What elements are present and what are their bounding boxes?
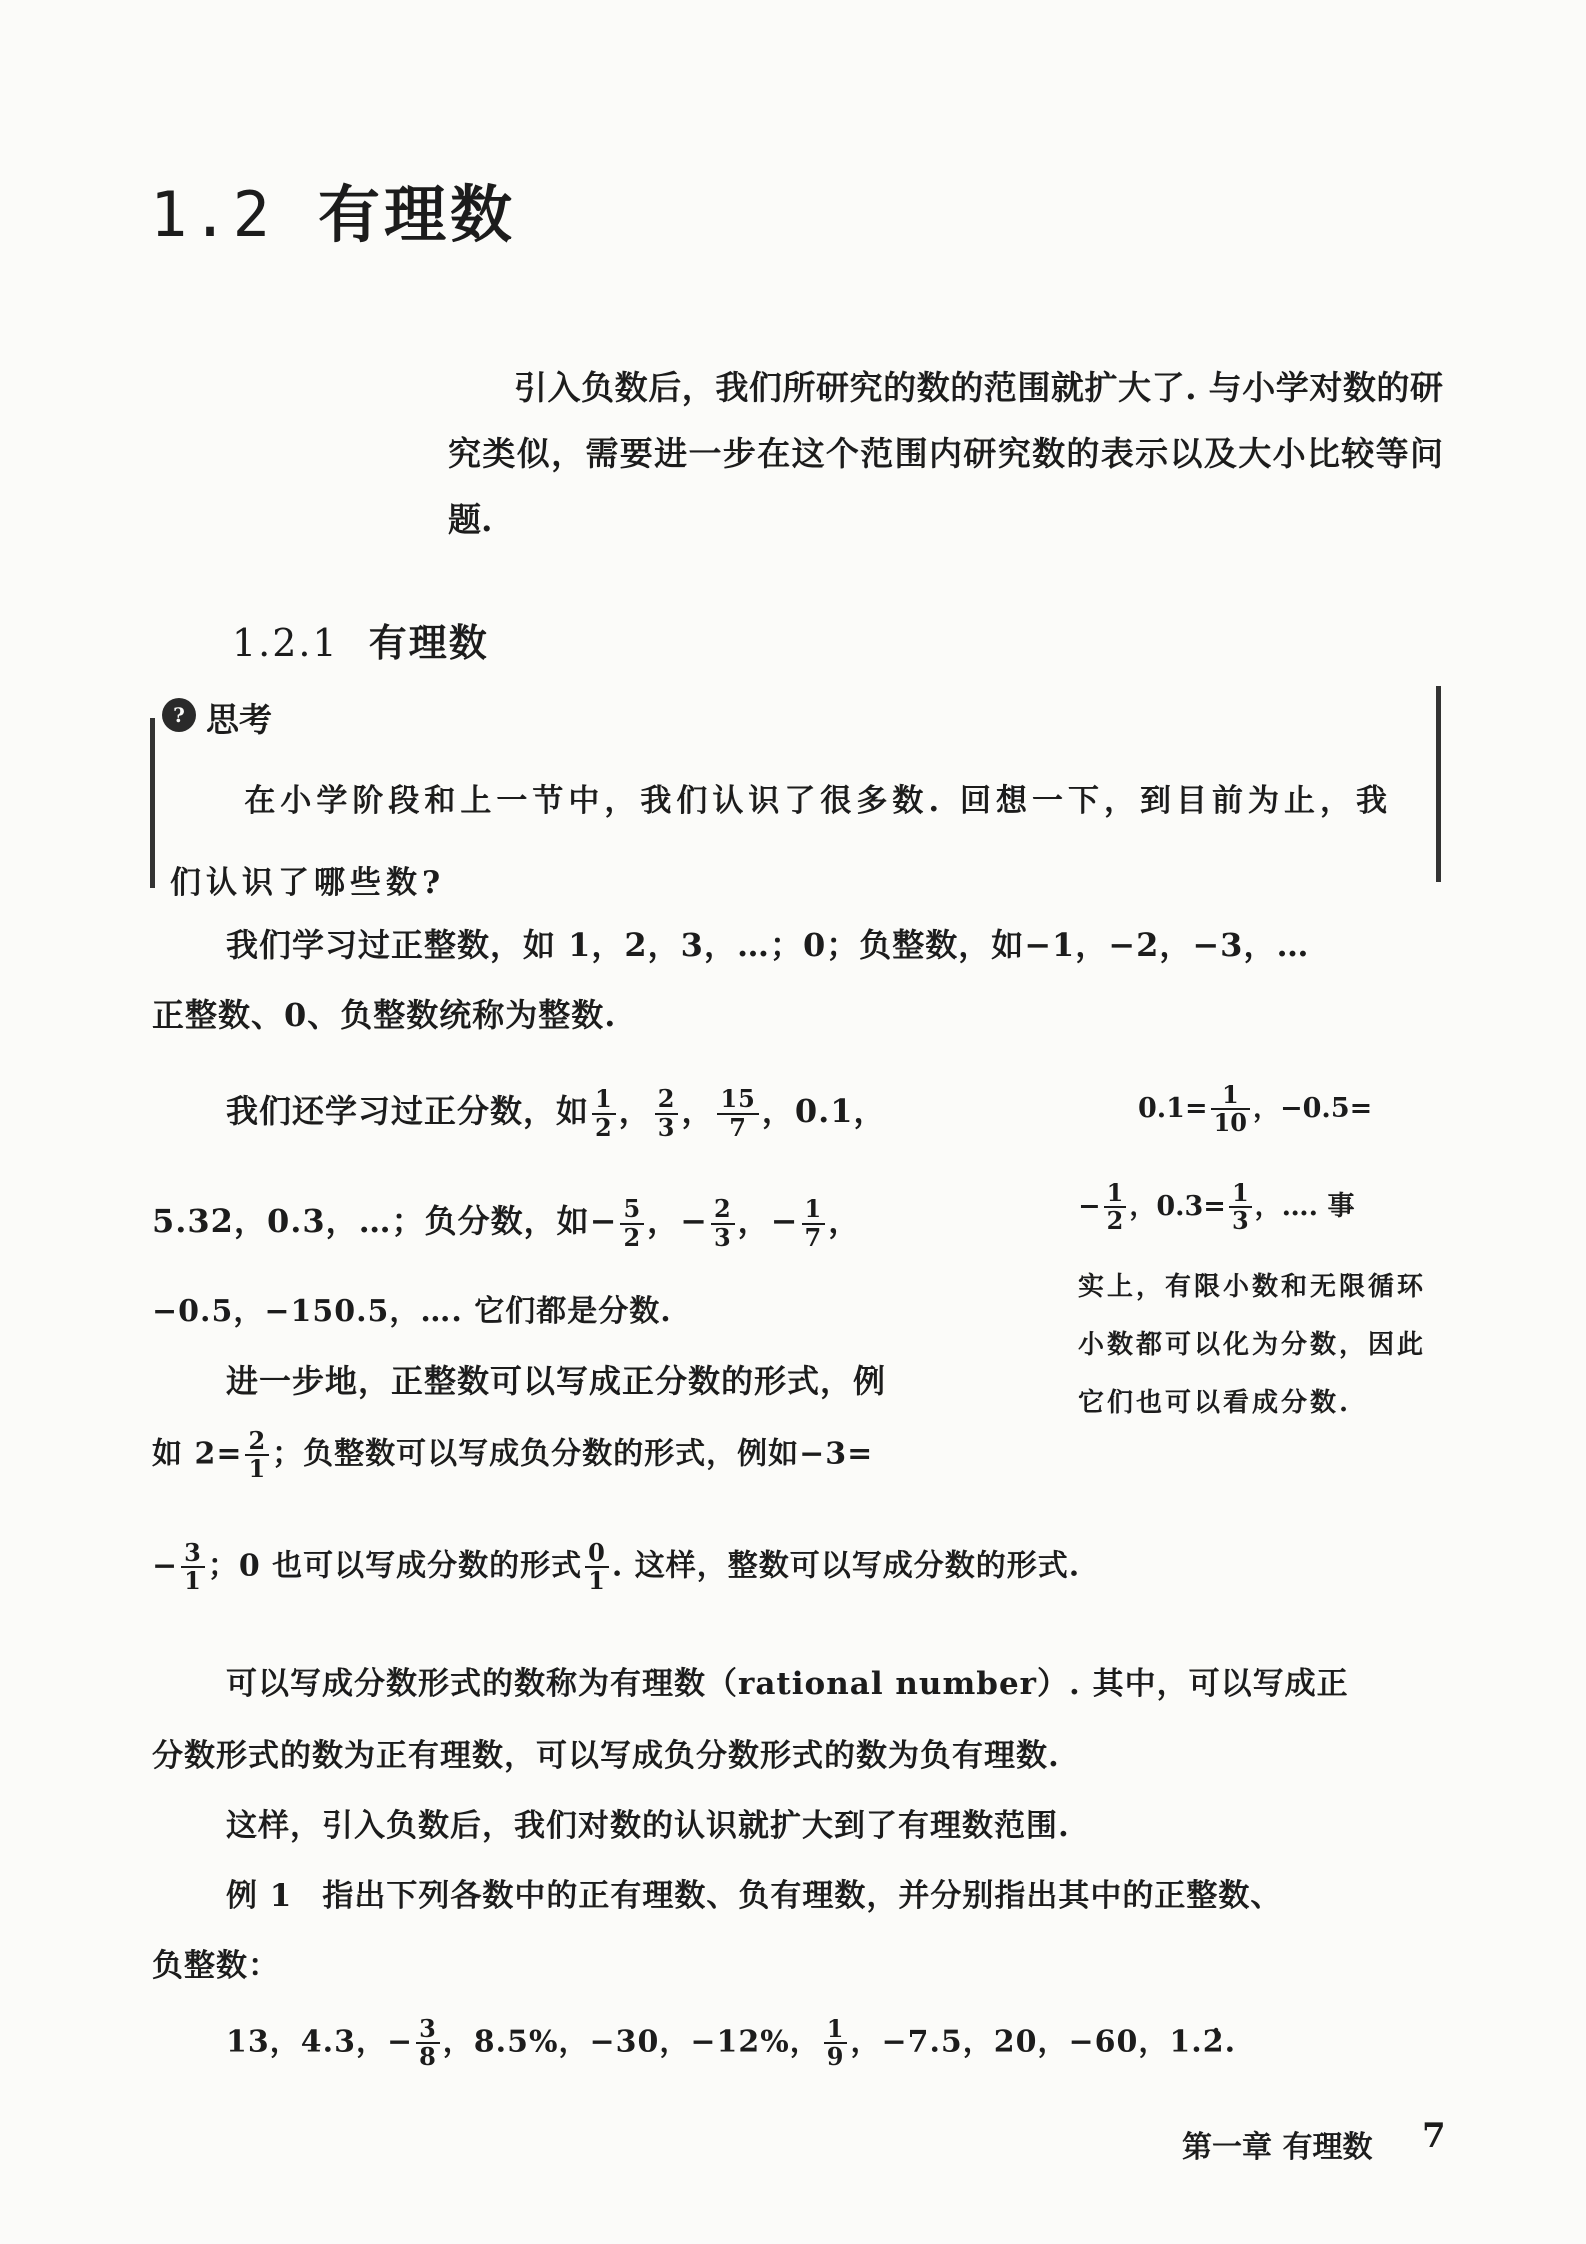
section-number: 1.2 xyxy=(150,178,274,251)
chapter-footer: 第一章 有理数 xyxy=(1182,2130,1373,2165)
subsection-title-text: 有理数 xyxy=(368,620,489,665)
numerator: 2 xyxy=(248,1426,267,1455)
side-eq2-mid: ，0.3= xyxy=(1129,1190,1226,1222)
side-eq1-mid: ，−0.5= xyxy=(1253,1092,1373,1124)
denominator: 3 xyxy=(711,1223,735,1251)
think-text xyxy=(170,760,1410,924)
numerator: 2 xyxy=(713,1194,732,1224)
denominator: 10 xyxy=(1211,1108,1250,1136)
fraction xyxy=(717,1086,758,1141)
fraction xyxy=(711,1196,735,1251)
para2-line1: 我们还学习过正分数，如 $\frac{1}{2}$ ， $\frac{2}{3}$ ， $\frac{15}{7}$ ，0.1， xyxy=(226,1084,887,1142)
example-line2: 负整数： xyxy=(152,1948,280,1984)
page-number: 7 xyxy=(1422,2116,1446,2156)
fraction xyxy=(1229,1180,1252,1235)
fraction xyxy=(181,1540,205,1595)
numerator: 3 xyxy=(184,1538,202,1567)
thinking-icon: ? xyxy=(162,698,196,732)
para3-line2-lead: 如 2= xyxy=(152,1436,243,1472)
think-question: 在小学阶段和上一节中，我们认识了很多数. 回想一下，到目前为止，我们认识了哪些数? xyxy=(170,783,1392,901)
numerator: 5 xyxy=(623,1194,642,1224)
numerator: 1 xyxy=(1221,1080,1239,1109)
side-eq2-end: ，…. 事 xyxy=(1254,1190,1355,1222)
denominator: 3 xyxy=(1229,1206,1252,1234)
para4-line2: 分数形式的数为正有理数，可以写成负分数形式的数为负有理数. xyxy=(152,1738,1060,1774)
subsection-number: 1.2.1 xyxy=(232,621,339,665)
example-label: 例 1 xyxy=(226,1878,293,1914)
fraction xyxy=(592,1086,616,1141)
denominator: 1 xyxy=(181,1566,205,1594)
intro-text: 引入负数后，我们所研究的数的范围就扩大了. 与小学对数的研究类似，需要进一步在这个范围内研究数的表示以及大小比较等问题. xyxy=(448,368,1443,539)
side-note-text: 实上，有限小数和无限循环小数都可以化为分数，因此它们也可以看成分数. xyxy=(1078,1272,1427,1418)
denominator: 2 xyxy=(620,1223,644,1251)
example-nums-c: ，−7.5，20，−60，1.2̇. xyxy=(850,2024,1237,2060)
fraction xyxy=(245,1428,269,1483)
para3-line2-mid: ；负整数可以写成负分数的形式，例如−3= xyxy=(272,1436,874,1472)
intro-paragraph xyxy=(448,355,1443,553)
para5-line: 这样，引入负数后，我们对数的认识就扩大到了有理数范围. xyxy=(226,1808,1070,1844)
fraction xyxy=(620,1196,644,1251)
denominator: 3 xyxy=(655,1113,679,1141)
fraction xyxy=(585,1540,609,1595)
numerator: 0 xyxy=(588,1538,606,1567)
denominator: 2 xyxy=(592,1113,616,1141)
denominator: 8 xyxy=(416,2042,440,2070)
para2-lead: 我们还学习过正分数，如 xyxy=(226,1092,590,1130)
example-line1 xyxy=(226,1870,1282,1915)
fraction xyxy=(1104,1180,1127,1235)
denominator: 7 xyxy=(802,1223,826,1251)
numerator: 3 xyxy=(419,2014,437,2043)
example-numbers xyxy=(226,2016,1236,2071)
denominator: 1 xyxy=(585,1566,609,1594)
para4-line1: 可以写成分数形式的数称为有理数（rational number）. 其中，可以写成正 xyxy=(226,1666,1349,1702)
para2-after-fracs: ，0.1， xyxy=(761,1092,887,1130)
numerator: 1 xyxy=(826,2014,845,2043)
para3-line3: − $\frac{3}{1}$ ；0 也可以写成分数的形式 $\frac{0}{1}$ . 这样，整数可以写成分数的形式. xyxy=(152,1538,1081,1596)
numerator: 1 xyxy=(1231,1178,1249,1207)
fraction xyxy=(824,2016,848,2071)
denominator: 1 xyxy=(245,1454,269,1482)
para1-line2: 正整数、0、负整数统称为整数. xyxy=(152,996,617,1034)
para2-line3: −0.5，−150.5，…. 它们都是分数. xyxy=(152,1294,672,1329)
example-text: 指出下列各数中的正有理数、负有理数，并分别指出其中的正整数、 xyxy=(322,1878,1283,1914)
side-note-eq2: − $\frac{1}{2}$ ，0.3= $\frac{1}{3}$ ，…. 事 xyxy=(1078,1178,1355,1236)
numerator: 2 xyxy=(657,1084,676,1114)
subsection-title xyxy=(232,612,489,667)
para1-line1: 我们学习过正整数，如 1，2，3，…；0；负整数，如−1，−2，−3，… xyxy=(226,926,1310,964)
para3-line3-mid: ；0 也可以写成分数的形式 xyxy=(207,1548,583,1584)
fraction xyxy=(416,2016,440,2071)
numerator: 1 xyxy=(804,1194,823,1224)
denominator: 9 xyxy=(824,2042,848,2070)
think-label: 思考 xyxy=(206,700,272,739)
denominator: 2 xyxy=(1104,1206,1127,1234)
denominator: 7 xyxy=(717,1113,758,1141)
para3-line1: 进一步地，正整数可以写成正分数的形式，例 xyxy=(226,1362,887,1400)
para2-line2-lead: 5.32，0.3，…；负分数，如 xyxy=(152,1202,590,1240)
numerator: 1 xyxy=(1106,1178,1124,1207)
fraction xyxy=(802,1196,826,1251)
example-nums-b: ，8.5%，−30，−12%， xyxy=(442,2024,821,2060)
side-eq1-lead: 0.1= xyxy=(1138,1092,1208,1124)
side-note-eq1 xyxy=(1078,1082,1450,1137)
section-title-text: 有理数 xyxy=(317,178,516,251)
think-box-right-rule xyxy=(1436,686,1441,882)
numerator: 1 xyxy=(595,1084,613,1114)
para2-line2: 5.32，0.3，…；负分数，如− $\frac{5}{2}$ ，− $\frac{2}{3}$ ，− $\frac{1}{7}$ ， xyxy=(152,1194,862,1252)
para3-line2 xyxy=(152,1428,873,1483)
fraction xyxy=(1211,1082,1250,1137)
think-box-left-rule xyxy=(150,718,155,888)
example-nums-a: 13，4.3，− xyxy=(226,2024,414,2060)
fraction xyxy=(655,1086,679,1141)
section-title xyxy=(150,165,516,254)
para3-line3-end: . 这样，整数可以写成分数的形式. xyxy=(611,1548,1081,1584)
numerator: 15 xyxy=(720,1084,756,1114)
